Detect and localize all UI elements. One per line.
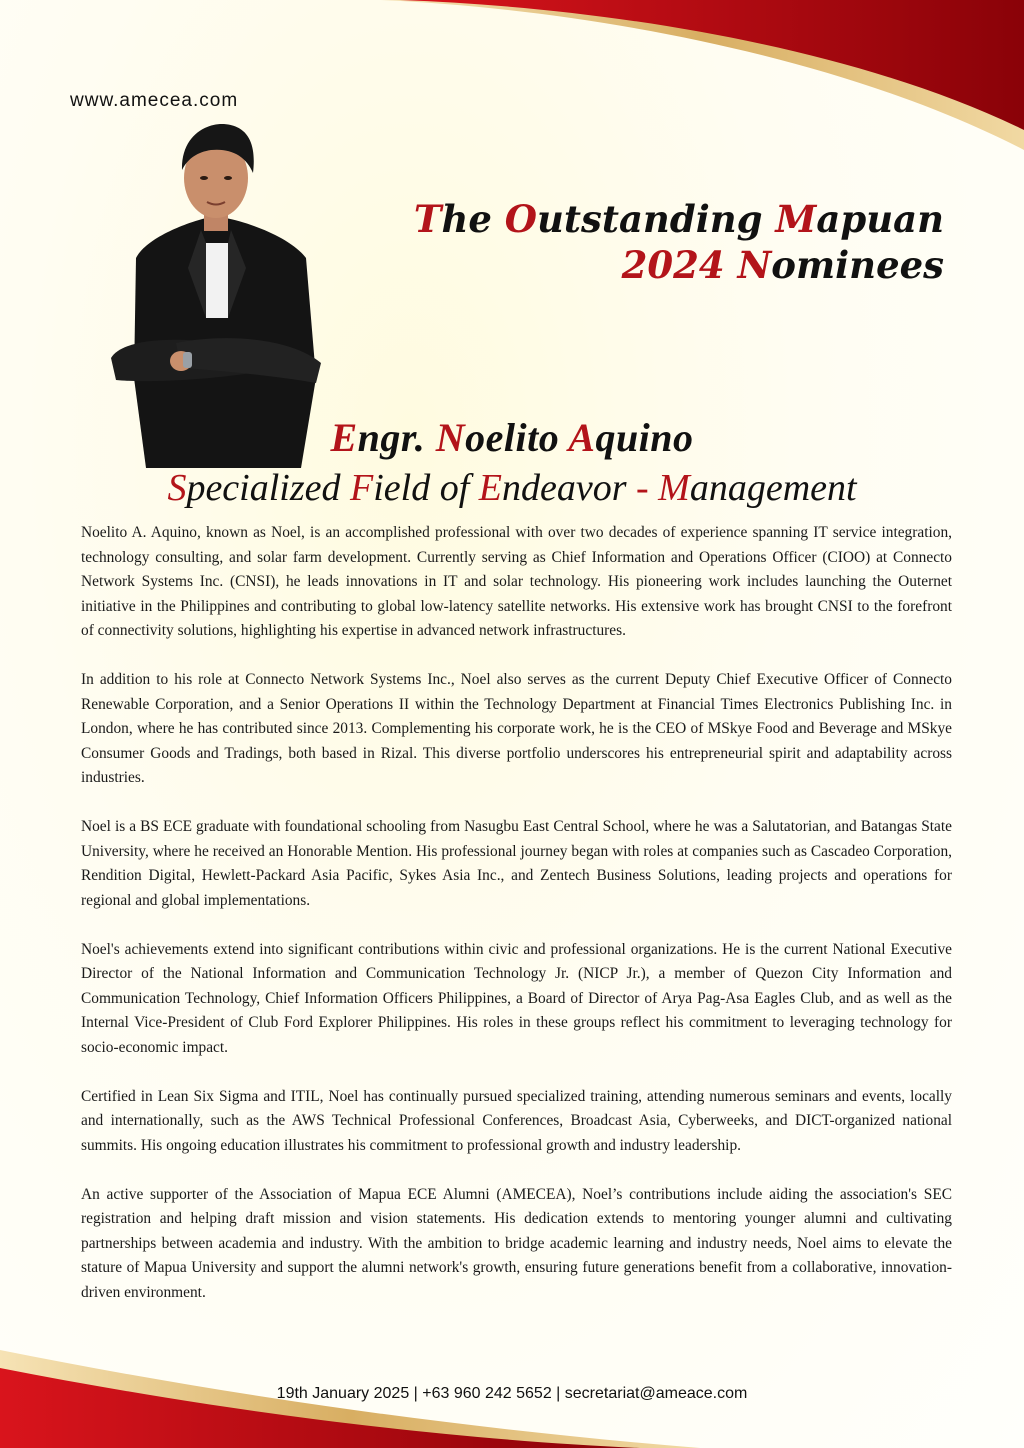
- title-word: apuan: [816, 197, 944, 241]
- title-initial: M: [775, 197, 817, 241]
- nominee-name: [0, 414, 1024, 461]
- field-word: pecialized: [186, 467, 350, 509]
- name-word: ngr.: [357, 415, 436, 460]
- title-initial: N: [737, 243, 772, 287]
- title-word: utstanding: [537, 197, 776, 241]
- bio-paragraph: Noel is a BS ECE graduate with foundational schooling from Nasugbu East Central School, where he was a Salutatorian, and Batangas State University, where he received an Honorable Mention. His professional journey began with roles at companies such as Cascadeo Corporation, Rendition Digital, Hewlett-Packard Asia Pacific, Sykes Asia Inc., and Zentech Business Solutions, leading projects and operations for regional and global implementations.: [81, 818, 952, 909]
- field-initial: F: [350, 467, 374, 509]
- name-word: oelito: [465, 415, 569, 460]
- field-initial: - M: [636, 467, 690, 509]
- bio-paragraph: An active supporter of the Association of Mapua ECE Alumni (AMECEA), Noel’s contributions include aiding the association's SEC registration and helping draft mission and vision statements. His dedication extends to mentoring younger alumni and cultivating partnerships between academia and industry. With the ambition to bridge academic learning and industry needs, Noel aims to elevate the stature of Mapua University and support the alumni network's growth, ensuring future generations benefit from a collaborative, innovation-driven environment.: [81, 1185, 952, 1301]
- name-word: quino: [595, 415, 694, 460]
- bio-paragraph: Noel's achievements extend into significant contributions within civic and professional organizations. He is the current National Executive Director of the National Information and Communication Technology Jr. (NICP Jr.), a member of Quezon City Information and Communication Technology, Chief Information Officers Philippines, a Board of Director of Arya Pag-Asa Eagles Club, and as well as the Internal Vice-President of Club Ford Explorer Philippines. His roles in these groups reflect his commitment to leveraging technology for socio-economic impact.: [81, 940, 952, 1056]
- nominee-field: [0, 466, 1024, 510]
- page-title: [414, 196, 944, 288]
- field-word: anagement: [689, 467, 857, 509]
- bio-paragraph: Noelito A. Aquino, known as Noel, is an accomplished professional with over two decades of experience spanning IT service integration, technology consulting, and solar farm development. Currently serving as Chief Information and Operations Officer (CIOO) at Connecto Network Systems Inc. (CNSI), he leads innovations in IT and solar technology. His pioneering work includes launching the Outernet initiative in the Philippines and contributing to global low-latency satellite networks. His extensive work has brought CNSI to the forefront of connectivity solutions, highlighting his expertise in advanced network infrastructures.: [81, 524, 952, 639]
- footer-contact: 19th January 2025 | +63 960 242 5652 | secretariat@ameace.com: [276, 1385, 748, 1402]
- title-initial: T: [413, 197, 442, 241]
- field-word: ield of: [373, 467, 479, 509]
- name-initial: E: [330, 415, 358, 460]
- field-initial: S: [167, 467, 187, 509]
- title-word: he: [441, 197, 505, 241]
- title-word: ominees: [771, 243, 944, 287]
- bio-paragraph: Certified in Lean Six Sigma and ITIL, Noel has continually pursued specialized training, attending numerous seminars and events, locally and internationally, such as the AWS Technical Professional Conferences, Broadcast Asia, Cyberweeks, and DICT-organized national summits. His ongoing education illustrates his commitment to professional growth and industry leadership.: [81, 1087, 952, 1154]
- title-initial: O: [504, 197, 538, 241]
- title-line-1: [414, 196, 944, 242]
- website-url[interactable]: www.amecea.com: [70, 90, 239, 111]
- title-line-2: [414, 242, 944, 288]
- top-red-swoosh: [400, 0, 1024, 130]
- title-year: 2024: [621, 243, 738, 287]
- name-initial: A: [568, 415, 596, 460]
- name-initial: N: [435, 415, 466, 460]
- field-initial: E: [478, 467, 502, 509]
- field-word: ndeavor: [501, 467, 637, 509]
- biography: [81, 521, 952, 1330]
- bio-paragraph: In addition to his role at Connecto Network Systems Inc., Noel also serves as the current Deputy Chief Executive Officer of Connecto Renewable Corporation, and a Senior Operations II within the Technology Department at Financial Times Electronics Publishing Inc. in London, where he has contributed since 2013. Complementing his corporate work, he is the CEO of MSkye Food and Beverage and MSkye Consumer Goods and Tradings, both based in Rizal. This diverse portfolio underscores his entrepreneurial spirit and adaptability across industries.: [81, 671, 952, 786]
